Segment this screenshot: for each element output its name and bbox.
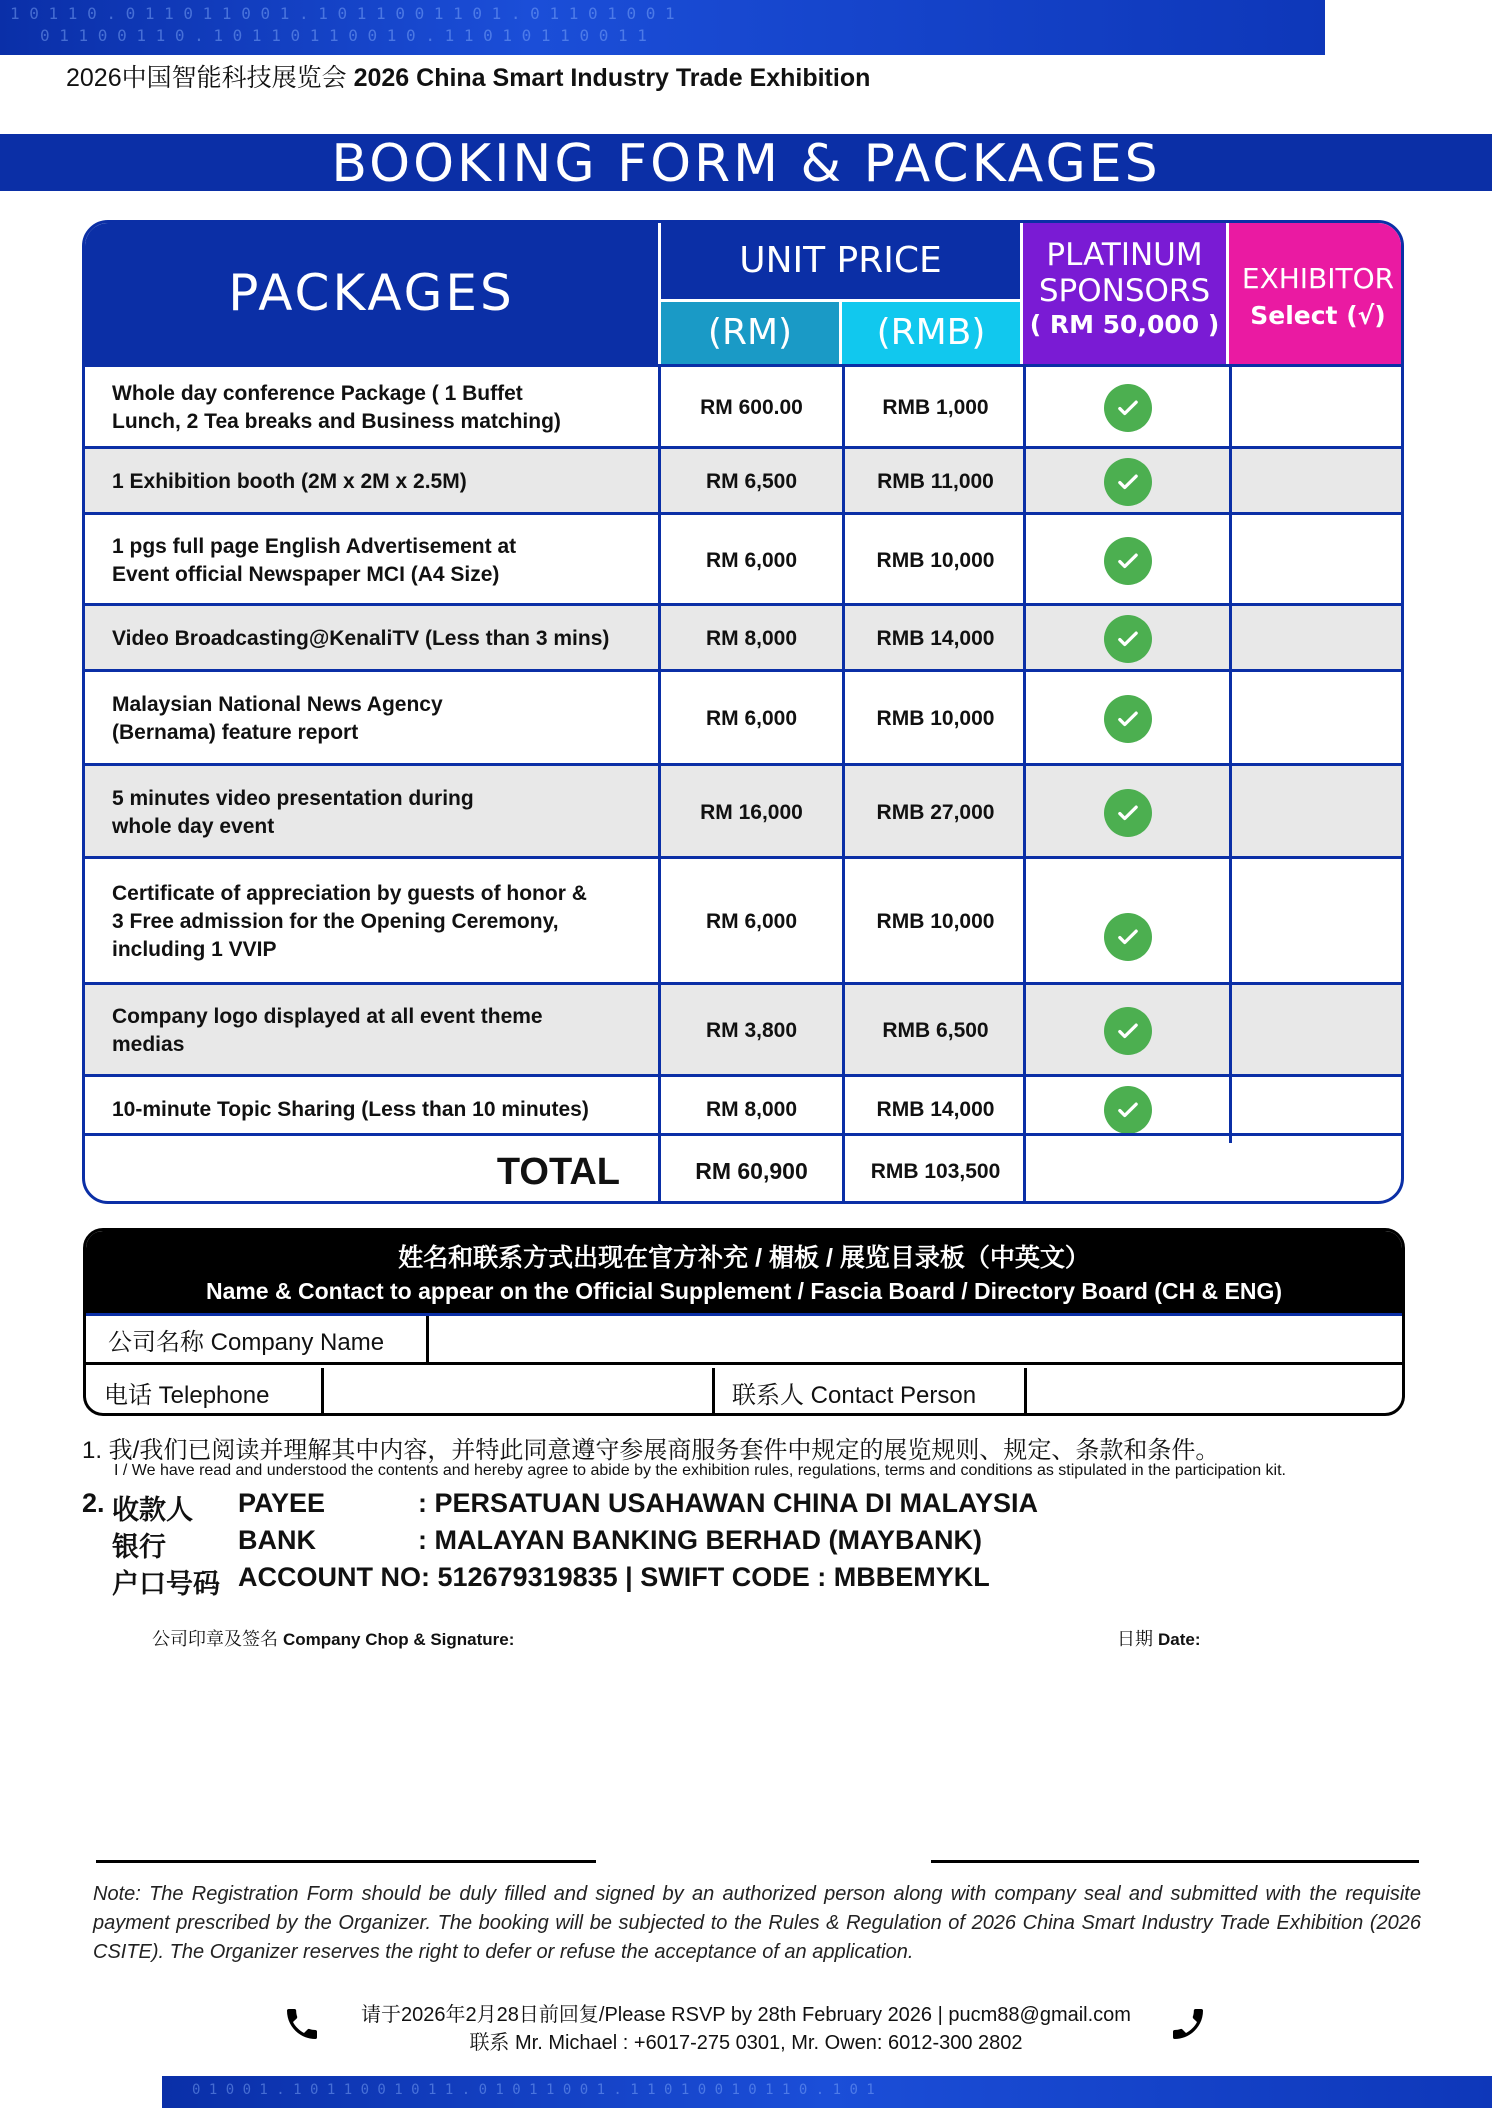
bank-label-zh: 银行 (112, 1532, 166, 1562)
check-icon (1104, 615, 1152, 663)
package-description-line: (Bernama) feature report (112, 721, 359, 744)
package-description-line: Lunch, 2 Tea breaks and Business matching) (112, 410, 561, 433)
package-description (85, 515, 658, 606)
rsvp-line: 请于2026年2月28日前回复/Please RSVP by 28th February 2026 | pucm88@gmail.com (361, 2004, 1131, 2026)
payee-label-en: PAYEE (238, 1488, 326, 1518)
price-rmb: RMB 10,000 (842, 515, 1026, 606)
package-description-line: Video Broadcasting@KenaliTV (Less than 3 mins) (112, 627, 610, 650)
bank-value: : MALAYAN BANKING BERHAD (MAYBANK) (418, 1525, 983, 1555)
platinum-included-cell (1023, 606, 1229, 672)
registration-note: Note: The Registration Form should be duly filled and signed by an authorized person along with company seal and submitted with the requisite payment prescribed by the Organizer. The booking will be subjected to the Rules & Regulation of 2026 China Smart Industry Trade Exhibition (2026 CSITE). The Organizer reserves the right to defer or refuse the acceptance of an application. (93, 1883, 1421, 1963)
phone-icon-left (282, 2004, 322, 2044)
exhibitor-select-cell[interactable] (1229, 985, 1404, 1077)
company-chop-label (152, 1625, 514, 1651)
table-row (85, 856, 1404, 985)
price-rm: RM 6,500 (658, 449, 842, 515)
date-en: Date: (1158, 1630, 1201, 1649)
price-rm: RM 8,000 (658, 1077, 842, 1143)
price-rm: RM 6,000 (658, 859, 842, 985)
contact-persons-line: 联系 Mr. Michael : +6017-275 0301, Mr. Owen: 6012-300 2802 (469, 2032, 1023, 2054)
package-description-line: including 1 VVIP (112, 938, 277, 961)
price-rmb: RMB 11,000 (842, 449, 1026, 515)
telephone-row (86, 1368, 1402, 1416)
package-description (85, 449, 658, 515)
contact-person-left-divider (712, 1368, 715, 1416)
package-description-line: Whole day conference Package ( 1 Buffet (112, 382, 523, 405)
price-rm: RM 6,000 (658, 515, 842, 606)
payee-value: : PERSATUAN USAHAWAN CHINA DI MALAYSIA (418, 1488, 1039, 1518)
company-chop-en: Company Chop & Signature: (283, 1630, 515, 1649)
bottom-decorative-bar: 0 1 0 0 1 . 1 0 1 1 0 0 1 0 1 1 . 0 1 0 1 1 0 0 1 . 1 1 0 1 0 0 1 0 1 1 0 . 1 0 1 (162, 2076, 1492, 2108)
price-rm: RM 3,800 (658, 985, 842, 1077)
table-row (85, 982, 1404, 1077)
bank-label-en: BANK (238, 1525, 316, 1555)
date-zh: 日期 (1117, 1629, 1153, 1649)
date-label (1117, 1625, 1201, 1651)
header-exhibitor (1229, 223, 1404, 364)
package-description-line: 3 Free admission for the Opening Ceremony, (112, 910, 559, 933)
terms-item-1-en: I / We have read and understood the contents and hereby agree to abide by the exhibition rules, regulations, terms and conditions as stipulated in the participation kit. (114, 1462, 1286, 1479)
platinum-included-cell (1023, 985, 1229, 1077)
exhibitor-select-cell[interactable] (1229, 606, 1404, 672)
header-platinum-line2: SPONSORS (1038, 273, 1211, 309)
company-name-field[interactable] (429, 1316, 1402, 1362)
table-row (85, 446, 1404, 515)
header-packages: PACKAGES (85, 223, 658, 364)
table-row (85, 512, 1404, 606)
platinum-included-cell (1023, 859, 1229, 985)
header-rmb: (RMB) (842, 302, 1020, 364)
check-icon (1104, 913, 1152, 961)
package-description-line: 1 Exhibition booth (2M x 2M x 2.5M) (112, 470, 467, 493)
package-description-line: Company logo displayed at all event theme (112, 1005, 543, 1028)
header-platinum-sponsors (1023, 223, 1226, 364)
exhibitor-select-cell[interactable] (1229, 367, 1404, 449)
header-platinum-line1: PLATINUM (1046, 237, 1203, 273)
total-row (85, 1133, 1404, 1204)
package-description-line: Event official Newspaper MCI (A4 Size) (112, 562, 500, 586)
package-description-line: whole day event (112, 814, 275, 838)
total-empty-cell (1023, 1136, 1404, 1204)
exhibitor-select-cell[interactable] (1229, 766, 1404, 859)
total-rm: RM 60,900 (658, 1136, 842, 1204)
package-description-line: 5 minutes video presentation during (112, 786, 474, 810)
packages-table (82, 220, 1404, 1204)
account-value: ACCOUNT NO: 512679319835 | SWIFT CODE : MBBEMYKL (238, 1562, 990, 1592)
company-name-row (86, 1316, 1402, 1365)
check-icon (1104, 695, 1152, 743)
price-rm: RM 8,000 (658, 606, 842, 672)
contact-person-label: 联系人 Contact Person (732, 1381, 977, 1409)
table-row (85, 603, 1404, 672)
table-row (85, 669, 1404, 766)
signature-line (96, 1860, 596, 1863)
package-description (85, 672, 658, 766)
price-rmb: RMB 10,000 (842, 859, 1026, 985)
table-row (85, 364, 1404, 449)
price-rmb: RMB 1,000 (842, 367, 1026, 449)
package-description (85, 606, 658, 672)
exhibitor-select-cell[interactable] (1229, 672, 1404, 766)
package-description (85, 859, 658, 985)
account-label-zh: 户口号码 (112, 1569, 220, 1599)
platinum-included-cell (1023, 515, 1229, 606)
package-description (85, 766, 658, 859)
contact-person-field[interactable] (1027, 1368, 1402, 1416)
header-rm: (RM) (661, 302, 839, 364)
platinum-included-cell (1023, 367, 1229, 449)
contact-heading (86, 1231, 1402, 1313)
event-title-zh: 2026中国智能科技展览会 (66, 64, 347, 92)
page-title-banner: BOOKING FORM & PACKAGES (0, 134, 1492, 191)
platinum-included-cell (1023, 766, 1229, 859)
platinum-included-cell (1023, 449, 1229, 515)
price-rm: RM 600.00 (658, 367, 842, 449)
event-title (66, 58, 870, 94)
total-rmb: RMB 103,500 (842, 1136, 1026, 1204)
exhibitor-select-cell[interactable] (1229, 859, 1404, 985)
package-description-line: Certificate of appreciation by guests of honor & (112, 882, 587, 905)
telephone-field[interactable] (324, 1368, 792, 1416)
package-description (85, 985, 658, 1077)
price-rm: RM 16,000 (658, 766, 842, 859)
contact-details-box (83, 1228, 1405, 1416)
company-name-label: 公司名称 Company Name (108, 1328, 385, 1356)
exhibitor-select-cell[interactable] (1229, 449, 1404, 515)
platinum-included-cell (1023, 672, 1229, 766)
price-rm: RM 6,000 (658, 672, 842, 766)
package-description-line: medias (112, 1033, 185, 1056)
package-description (85, 367, 658, 449)
package-description-line: Malaysian National News Agency (112, 693, 443, 716)
exhibitor-select-cell[interactable] (1229, 515, 1404, 606)
event-title-en: 2026 China Smart Industry Trade Exhibition (353, 64, 871, 92)
header-unit-price: UNIT PRICE (661, 223, 1020, 299)
phone-icon-right (1168, 2004, 1208, 2044)
total-label: TOTAL (496, 1150, 620, 1193)
item-2-number: 2. (82, 1488, 105, 1518)
price-rmb: RMB 10,000 (842, 672, 1026, 766)
package-description-line: 1 pgs full page English Advertisement at (112, 534, 517, 558)
price-rmb: RMB 27,000 (842, 766, 1026, 859)
table-row (85, 763, 1404, 859)
check-icon (1104, 1007, 1152, 1055)
contact-heading-zh: 姓名和联系方式出现在官方补充 / 楣板 / 展览目录板（中英文） (398, 1244, 1090, 1272)
check-icon (1104, 1086, 1152, 1134)
payee-label-zh: 收款人 (112, 1495, 193, 1525)
package-description-line: 10-minute Topic Sharing (Less than 10 minutes) (112, 1098, 589, 1121)
check-icon (1104, 384, 1152, 432)
contact-heading-en: Name & Contact to appear on the Official Supplement / Fascia Board / Directory Board (CH & ENG) (205, 1278, 1283, 1304)
price-rmb: RMB 14,000 (842, 606, 1026, 672)
price-rmb: RMB 14,000 (842, 1077, 1026, 1143)
top-decorative-bar: 1 0 1 1 0 . 0 1 1 0 1 1 0 0 1 . 1 0 1 1 0 0 1 1 0 1 . 0 1 1 0 1 0 0 1 0 1 1 0 0 1 1 0 . 1 0 1 1 0 1 1 0 0 1 0 . 1 1 0 1 0 1 1 0 0 1 1 (0, 0, 1325, 55)
header-exhibitor-line1: EXHIBITOR (1241, 262, 1395, 295)
company-chop-zh: 公司印章及签名 (152, 1629, 278, 1649)
telephone-label: 电话 Telephone (104, 1381, 270, 1409)
terms-item-1: 1. 我/我们已阅读并理解其中内容，并特此同意遵守参展商服务套件中规定的展览规则、规定、条款和条件。 (82, 1437, 1220, 1464)
header-exhibitor-select: Select (√) (1250, 301, 1386, 330)
check-icon (1104, 458, 1152, 506)
date-line (931, 1860, 1419, 1863)
price-rmb: RMB 6,500 (842, 985, 1026, 1077)
check-icon (1104, 537, 1152, 585)
check-icon (1104, 789, 1152, 837)
header-platinum-price: ( RM 50,000 ) (1029, 310, 1220, 339)
